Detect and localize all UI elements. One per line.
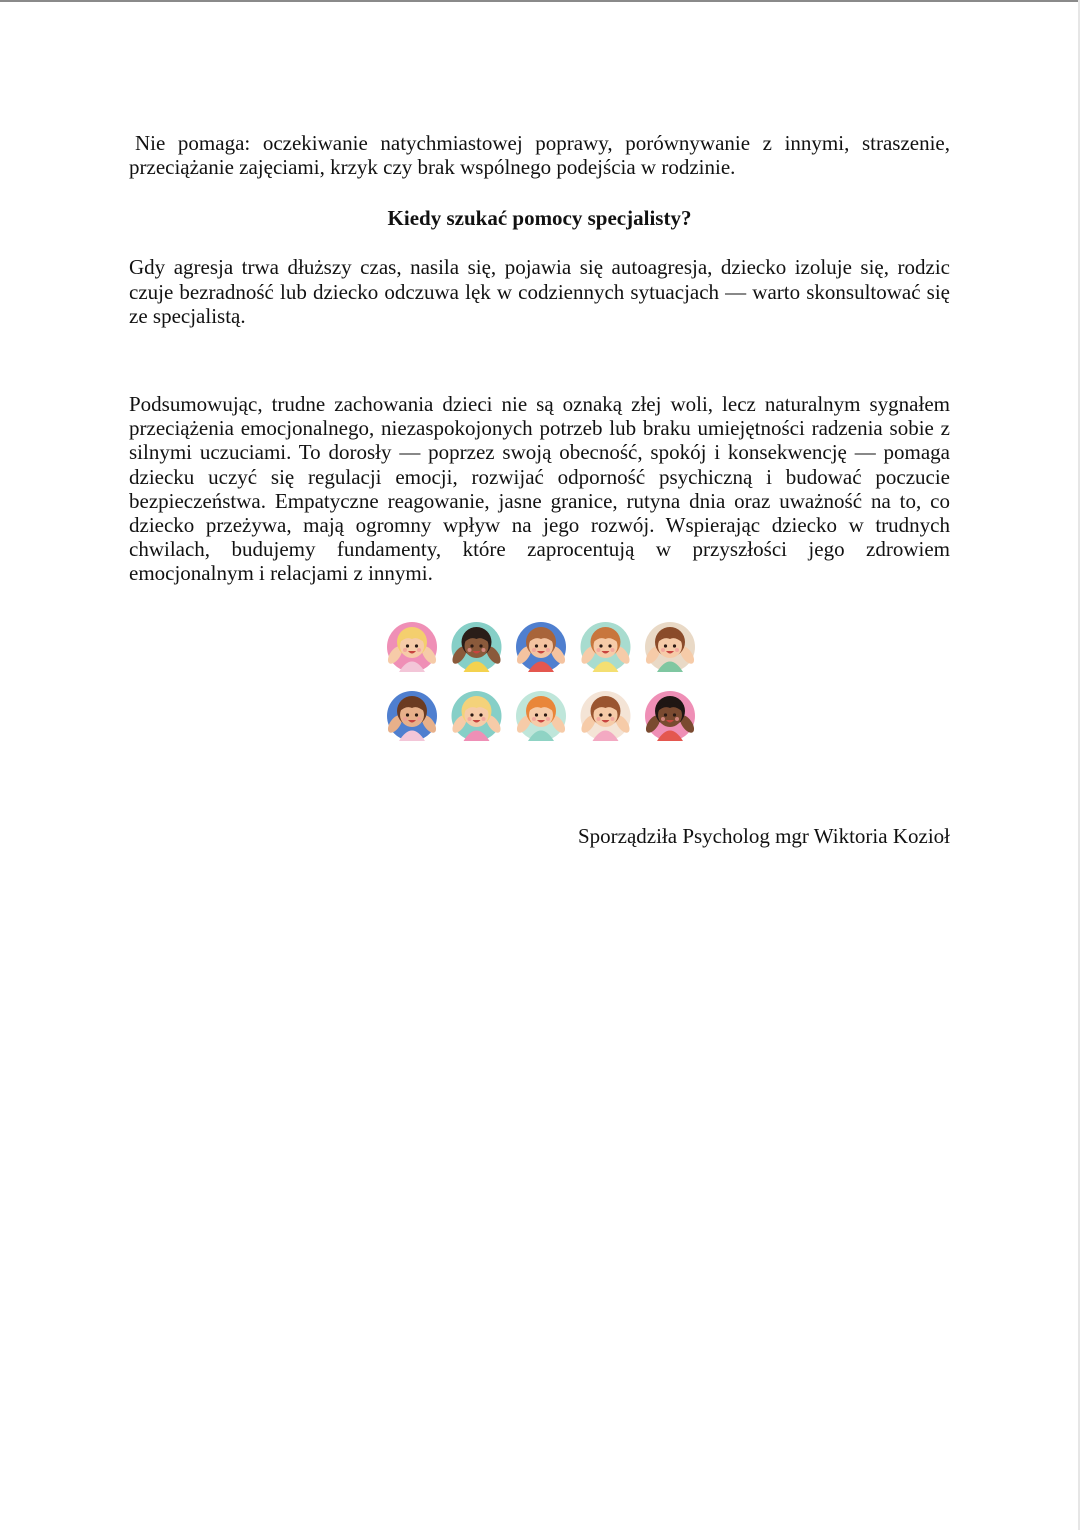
child-avatar xyxy=(385,691,439,741)
child-avatar xyxy=(579,622,633,672)
child-avatar xyxy=(514,622,568,672)
paragraph-what-does-not-help: Nie pomaga: oczekiwanie natychmiastowej poprawy, porównywanie z innymi, straszenie, przeciążanie zajęciami, krzyk czy brak wspólnego podejścia w rodzinie. xyxy=(129,131,950,180)
document-page xyxy=(129,131,950,586)
child-avatar xyxy=(579,691,633,741)
child-avatar xyxy=(643,691,697,741)
child-avatar xyxy=(385,622,439,672)
child-avatar xyxy=(514,691,568,741)
child-avatar xyxy=(643,622,697,672)
child-avatar xyxy=(450,691,504,741)
children-avatars-illustration xyxy=(383,617,697,747)
author-signature: Sporządziła Psycholog mgr Wiktoria Kozioł xyxy=(577,824,950,848)
paragraph-when-to-seek-help: Gdy agresja trwa dłuższy czas, nasila się, pojawia się autoagresja, dziecko izoluje się, rodzic czuje bezradność lub dziecko odczuwa lęk w codziennych sytuacjach — warto skonsultować się ze specjalistą. xyxy=(129,255,950,328)
child-avatar xyxy=(450,622,504,672)
section-heading: Kiedy szukać pomocy specjalisty? xyxy=(387,206,692,231)
page-top-border xyxy=(0,0,1080,2)
paragraph-summary: Podsumowując, trudne zachowania dzieci nie są oznaką złej woli, lecz naturalnym sygnałem przeciążenia emocjonalnego, niezaspokojonych potrzeb lub braku umiejętności radzenia sobie z silnymi uczuciami. To dorosły — poprzez swoją obecność, spokój i konsekwencję — pomaga dziecku uczyć się regulacji emocji, rozwijać odporność psychiczną i budować poczucie bezpieczeństwa. Empatyczne reagowanie, jasne granice, rutyna dnia oraz uważność na to, co dziecko przeżywa, mają ogromny wpływ na jego rozwój. Wspierając dziecko w trudnych chwilach, budujemy fundamenty, które zaprocentują w przyszłości jego zdrowiem emocjonalnym i relacjami z innymi. xyxy=(129,392,950,586)
